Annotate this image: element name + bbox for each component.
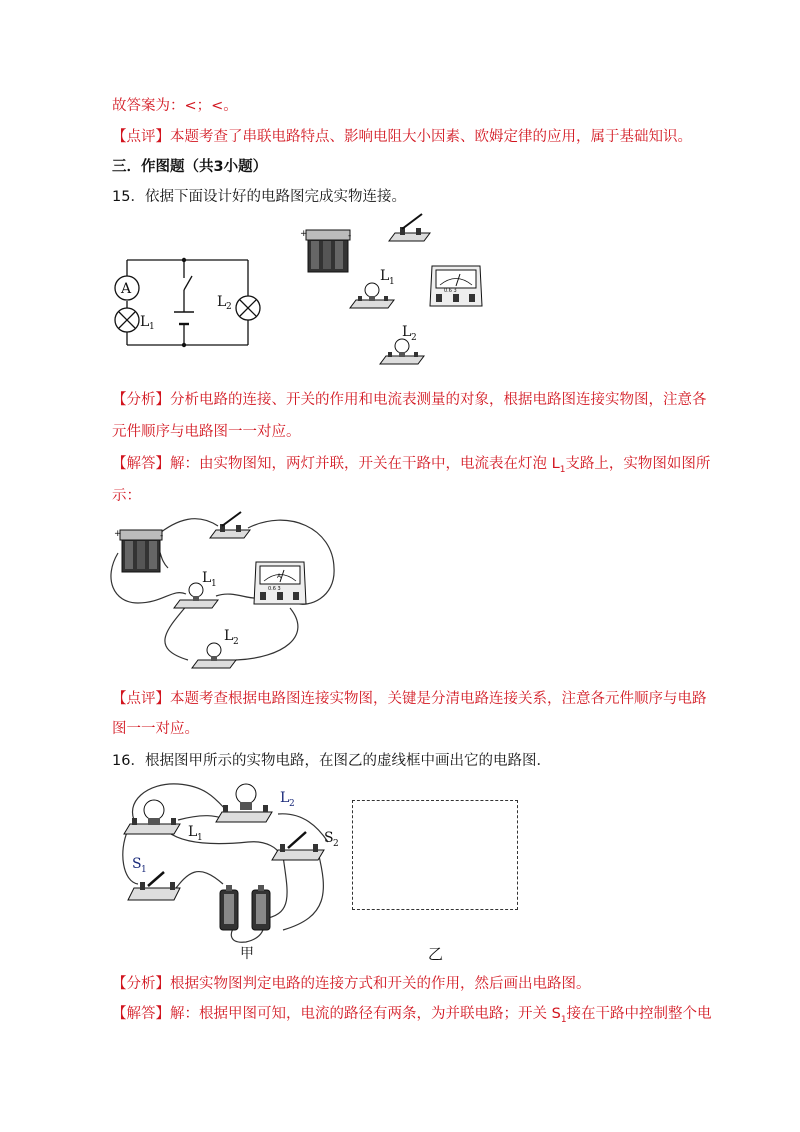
ammeter-device-icon (254, 562, 306, 604)
svg-text:L: L (402, 324, 412, 340)
analysis-text: 分析电路的连接、开关的作用和电流表测量的对象，根据电路图连接实物图，注意各 (170, 392, 707, 408)
review-text: 本题考查了串联电路特点、影响电阻大小因素、欧姆定律的应用，属于基础知识。 (170, 129, 692, 145)
bulb-l1-icon (174, 570, 218, 608)
switch-s2-icon (272, 832, 324, 860)
review-line-1 (112, 127, 692, 147)
switch-s1-icon (128, 872, 180, 900)
s2-label: S (324, 830, 334, 846)
svg-text:0.6 3: 0.6 3 (444, 288, 457, 294)
l2-sub: 2 (289, 799, 295, 809)
svg-text:-: - (348, 231, 352, 241)
knife-switch-icon (389, 214, 430, 241)
review-15-line2: 图一一对应。 (112, 721, 199, 737)
s2-sub: 2 (333, 839, 339, 849)
analysis-tag: 【分析】 (112, 392, 170, 408)
l1-sub: 1 (197, 833, 203, 843)
solution-16-line: 【解答】解：根据甲图可知，电流的路径有两条，为并联电路；开关 $S_1$接在干路中控制整个电 (112, 1006, 712, 1025)
l1-sub: 1 (149, 322, 155, 332)
review-tag: 【点评】 (112, 691, 170, 707)
circuit-diagram-15 (100, 220, 280, 360)
svg-text:+: + (300, 229, 308, 239)
bulb-l1-icon (350, 268, 395, 308)
svg-text:0.6 3: 0.6 3 (268, 586, 281, 592)
battery-icon (252, 885, 270, 930)
s1-sub: 1 (141, 865, 147, 875)
bulb-l2-icon (380, 324, 424, 364)
review-15-line1: 【点评】本题考查根据电路图连接实物图，关键是分清电路连接关系，注意各元件顺序与电路 (112, 691, 707, 707)
svg-text:2: 2 (411, 333, 417, 343)
question-15: 15．依据下面设计好的电路图完成实物连接。 (112, 189, 406, 205)
battery-pack-icon (300, 229, 351, 272)
svg-text:A: A (277, 573, 282, 580)
analysis-15-line1 (112, 390, 707, 410)
svg-text:2: 2 (233, 637, 239, 647)
l1-label: L (188, 824, 198, 840)
l2-label: L (217, 294, 227, 310)
review-tag: 【点评】 (112, 129, 170, 145)
svg-text:-: - (160, 531, 164, 541)
ammeter-label: A (121, 281, 132, 297)
analysis-16-line: 【分析】根据实物图判定电路的连接方式和开关的作用，然后画出电路图。 (112, 976, 591, 992)
l1-label: L (140, 314, 150, 330)
l2-sub: 2 (226, 302, 232, 312)
answer-line: 故答案为：<；<。 (112, 98, 238, 114)
l2-label: L (280, 790, 290, 806)
solution-15-line2: 示： (112, 488, 141, 504)
section-heading: 三．作图题（共3小题） (112, 159, 268, 175)
battery-pack-icon (114, 529, 163, 572)
caption-yi: 乙 (428, 945, 444, 963)
ammeter-device-icon (430, 266, 482, 306)
bulb-l2-icon (216, 784, 272, 822)
dashed-answer-box (352, 800, 518, 910)
s1-label: S (132, 856, 142, 872)
svg-text:L: L (224, 628, 234, 644)
solution-tag: 【解答】 (112, 1006, 170, 1022)
svg-text:1: 1 (211, 579, 217, 589)
battery-icon (220, 885, 238, 930)
solution-tag: 【解答】 (112, 456, 170, 472)
physical-circuit-16 (118, 772, 348, 962)
analysis-15-line2: 元件顺序与电路图一一对应。 (112, 424, 301, 440)
question-16: 16．根据图甲所示的实物电路，在图乙的虚线框中画出它的电路图． (112, 753, 551, 769)
svg-text:L: L (380, 268, 390, 284)
bulb-l1-icon (124, 800, 180, 834)
solution-15-line1: 【解答】解：由实物图知，两灯并联，开关在干路中，电流表在灯泡 $L_1$支路上，实物图如图所 (112, 456, 711, 475)
bulb-l2-icon (192, 628, 239, 668)
wired-circuit-15 (108, 508, 348, 678)
svg-text:+: + (114, 529, 122, 539)
physical-components-15 (290, 208, 520, 378)
svg-text:L: L (202, 570, 212, 586)
svg-text:1: 1 (389, 277, 395, 287)
analysis-tag: 【分析】 (112, 976, 170, 992)
caption-jia: 甲 (240, 946, 254, 962)
